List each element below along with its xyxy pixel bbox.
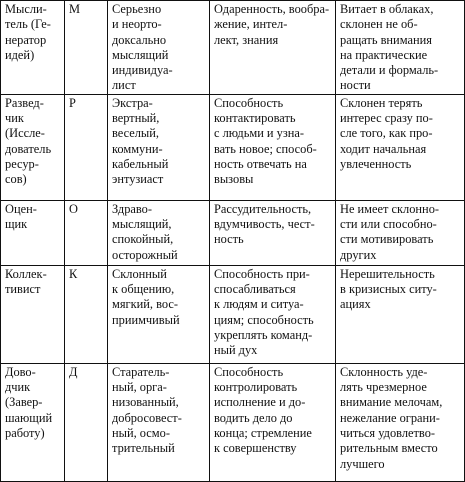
role-name-cell — [1, 363, 65, 481]
cell-text-line: Витает в облаках, — [340, 2, 434, 16]
cell-text-line: Оцен- — [5, 201, 37, 216]
cell-text-line: Здраво- — [112, 201, 152, 216]
cell-text-line: контролировать — [214, 380, 298, 395]
cell-text-line: склонен не об- — [340, 17, 418, 32]
cell-text-line: ный, осмо- — [112, 425, 170, 440]
cell-text-line: других — [340, 247, 377, 262]
cell-text-line: мягкий, вос- — [112, 297, 178, 312]
cell-text-line: вертный, — [112, 111, 160, 126]
cell-text-line: (Иссле- — [5, 126, 45, 141]
cell-text-line: исполнение и до- — [214, 395, 306, 410]
cell-text-line: Склонен терять — [340, 95, 423, 110]
cell-text-line: кабельный — [112, 156, 169, 171]
cell-text-line: на практические — [340, 47, 428, 62]
cell-text-line: дователь — [5, 141, 52, 156]
cell-text-line: сов) — [5, 172, 27, 187]
role-weakness-cell — [336, 363, 465, 481]
cell-text-line: Способность — [214, 95, 284, 110]
role-strength-cell — [210, 265, 336, 363]
cell-text-line: сти мотивировать — [340, 232, 434, 247]
role-strength-cell — [210, 363, 336, 481]
role-weakness-cell — [336, 1, 465, 95]
cell-text-line: Склонный — [112, 266, 167, 281]
table-row — [1, 265, 465, 363]
cell-text-line: добросовест- — [112, 410, 182, 425]
cell-text-line: К — [69, 266, 78, 281]
role-strength-cell — [210, 1, 336, 95]
cell-text-line: осторожный — [112, 247, 178, 262]
cell-text-line: сле того, как про- — [340, 126, 433, 141]
role-code-cell — [65, 363, 108, 481]
cell-text-line: Способность при- — [214, 266, 310, 281]
role-strength-cell — [210, 200, 336, 265]
role-type-cell — [108, 265, 210, 363]
cell-text-line: лист — [112, 78, 136, 93]
cell-text-line: Дово- — [5, 364, 36, 379]
cell-text-line: работу) — [5, 425, 45, 440]
role-type-cell — [108, 94, 210, 200]
cell-text-line: мыслящий, — [112, 217, 172, 232]
cell-text-line: увлеченность — [340, 156, 412, 171]
cell-text-line: индивидуа- — [112, 63, 173, 78]
cell-text-line: низованный, — [112, 395, 179, 410]
cell-text-line: вдумчивость, чест- — [214, 217, 315, 232]
cell-text-line: лект, знания — [214, 32, 279, 47]
cell-text-line: доксально — [112, 32, 167, 47]
cell-text-line: с людьми и узна- — [214, 126, 305, 141]
cell-text-line: к совершенству — [214, 441, 297, 456]
cell-text-line: приимчивый — [112, 312, 180, 327]
cell-text-line: Одаренность, вообра- — [214, 2, 330, 16]
role-code-cell — [65, 265, 108, 363]
table-row — [1, 200, 465, 265]
cell-text-line: водить дело до — [214, 410, 293, 425]
cell-text-line: энтузиаст — [112, 172, 164, 187]
role-strength-cell — [210, 94, 336, 200]
cell-text-line: в кризисных ситу- — [340, 282, 437, 297]
cell-text-line: шающий — [5, 410, 53, 425]
role-name-cell — [1, 94, 65, 200]
role-weakness-cell — [336, 265, 465, 363]
role-name-cell — [1, 200, 65, 265]
cell-text-line: тивист — [5, 282, 41, 297]
cell-text-line: конца; стремление — [214, 425, 312, 440]
cell-text-line: (Завер- — [5, 395, 43, 410]
cell-text-line: чик — [5, 111, 24, 126]
role-name-cell — [1, 265, 65, 363]
cell-text-line: рительным вместо — [340, 441, 438, 456]
role-name-cell — [1, 1, 65, 95]
cell-text-line: Р — [69, 95, 76, 110]
role-weakness-cell — [336, 94, 465, 200]
cell-text-line: Серьезно — [112, 2, 162, 16]
cell-text-line: циям; способность — [214, 312, 314, 327]
role-type-cell — [108, 363, 210, 481]
cell-text-line: Д — [69, 364, 78, 379]
cell-text-line: О — [69, 201, 78, 216]
role-weakness-cell — [336, 200, 465, 265]
cell-text-line: трительный — [112, 441, 175, 456]
cell-text-line: нежелание ограни- — [340, 410, 440, 425]
cell-text-line: Способность — [214, 364, 284, 379]
cell-text-line: ациях — [340, 297, 371, 312]
cell-text-line: спосабливаться — [214, 282, 296, 297]
cell-text-line: детали и формаль- — [340, 63, 439, 78]
cell-text-line: Коллек- — [5, 266, 47, 281]
role-code-cell — [65, 1, 108, 95]
cell-text-line: ный, орга- — [112, 380, 167, 395]
cell-text-line: вать новое; способ- — [214, 141, 317, 156]
cell-text-line: контактировать — [214, 111, 296, 126]
cell-text-line: Старатель- — [112, 364, 170, 379]
role-code-cell — [65, 200, 108, 265]
cell-text-line: Мысли- — [5, 2, 47, 16]
cell-text-line: лять чрезмерное — [340, 380, 427, 395]
cell-text-line: внимание мелочам, — [340, 395, 443, 410]
cell-text-line: укреплять команд- — [214, 327, 313, 342]
cell-text-line: Склонность уде- — [340, 364, 428, 379]
table-row — [1, 363, 465, 481]
cell-text-line: ный дух — [214, 343, 258, 358]
cell-text-line: М — [69, 2, 81, 16]
cell-text-line: ращать внимания — [340, 32, 432, 47]
cell-text-line: идей) — [5, 47, 35, 62]
cell-text-line: Нерешительность — [340, 266, 435, 281]
cell-text-line: жение, интел- — [214, 17, 288, 32]
cell-text-line: интерес сразу по- — [340, 111, 433, 126]
role-type-cell — [108, 200, 210, 265]
table-row — [1, 1, 465, 95]
cell-text-line: спокойный, — [112, 232, 174, 247]
cell-text-line: Рассудительность, — [214, 201, 312, 216]
cell-text-line: вызовы — [214, 172, 254, 187]
cell-text-line: Развед- — [5, 95, 44, 110]
table-row — [1, 94, 465, 200]
cell-text-line: Не имеет склонно- — [340, 201, 440, 216]
cell-text-line: и неорто- — [112, 17, 162, 32]
role-type-cell — [108, 1, 210, 95]
team-roles-body — [1, 1, 465, 482]
cell-text-line: Экстра- — [112, 95, 153, 110]
cell-text-line: ность — [214, 232, 244, 247]
cell-text-line: ность отвечать на — [214, 156, 307, 171]
cell-text-line: к общению, — [112, 282, 175, 297]
cell-text-line: нератор — [5, 32, 47, 47]
cell-text-line: мыслящий — [112, 47, 169, 62]
cell-text-line: ности — [340, 78, 371, 93]
cell-text-line: тель (Ге- — [5, 17, 51, 32]
cell-text-line: щик — [5, 217, 28, 232]
cell-text-line: дчик — [5, 380, 31, 395]
cell-text-line: ресур- — [5, 156, 39, 171]
cell-text-line: коммуни- — [112, 141, 163, 156]
cell-text-line: ходит начальная — [340, 141, 427, 156]
cell-text-line: читься удовлетво- — [340, 425, 436, 440]
cell-text-line: лучшего — [340, 456, 385, 471]
cell-text-line: веселый, — [112, 126, 159, 141]
cell-text-line: к людям и ситуа- — [214, 297, 304, 312]
role-code-cell — [65, 94, 108, 200]
cell-text-line: сти или способно- — [340, 217, 437, 232]
